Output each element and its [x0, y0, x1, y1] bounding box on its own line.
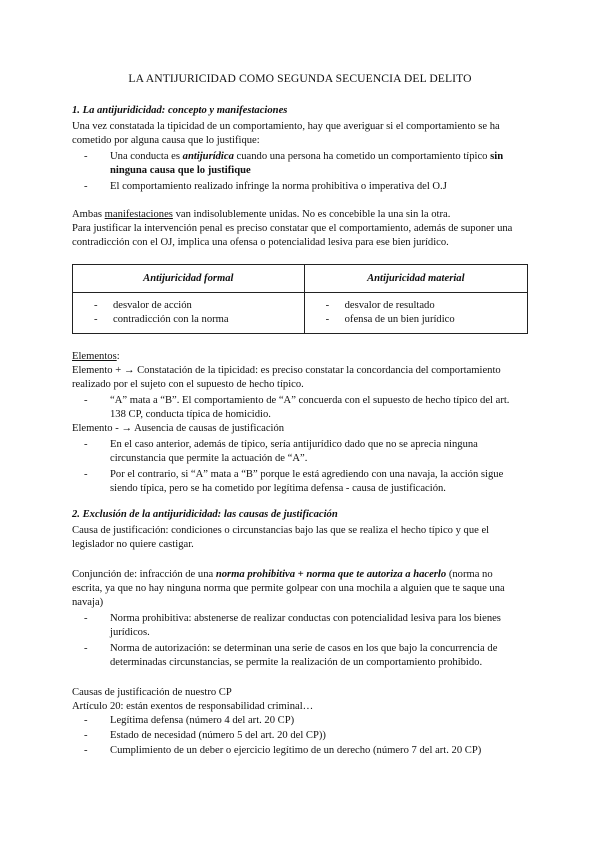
bold-term: antijurídica — [182, 151, 234, 162]
paragraph: escrita, ya que no hay ninguna norma que permite golpear con una mochila a alguien que te saque una — [72, 583, 505, 594]
bullet-dash: - — [84, 439, 88, 450]
section-2-heading: 2. Exclusión de la antijuridicidad: las causas de justificación — [72, 509, 338, 520]
text: Cumplimiento de un deber o ejercicio legítimo de un derecho (número 7 del art. 20 CP) — [110, 745, 482, 756]
bullet-dash: - — [84, 613, 88, 624]
bullet-dash: - — [84, 745, 88, 756]
text: Legítima defensa (número 4 del art. 20 CP) — [110, 715, 295, 726]
text: El comportamiento realizado infringe la norma prohibitiva o imperativa del O.J — [110, 181, 447, 192]
underlined-term: manifestaciones — [104, 209, 173, 220]
text: desvalor de resultado — [344, 300, 435, 311]
list-item — [305, 299, 527, 313]
underlined-term: Elementos — [72, 351, 117, 362]
table-header-formal: Antijuricidad formal — [73, 265, 305, 293]
bullet-dash: - — [84, 395, 88, 406]
paragraph: Causas de justificación de nuestro CP — [72, 687, 232, 698]
list-item — [84, 394, 510, 408]
table-header-row — [73, 265, 528, 293]
elementos-label — [72, 350, 120, 364]
bold-term: sin — [490, 151, 504, 162]
bullet-dash: - — [84, 151, 88, 162]
list-item — [84, 744, 482, 758]
text: cuando una persona ha cometido un comportamiento típico — [233, 151, 491, 162]
bullet-dash: - — [84, 730, 88, 741]
paragraph: Elemento - → Ausencia de causas de justificación — [72, 423, 285, 434]
text: contradicción con la norma — [113, 314, 229, 325]
list-item — [73, 313, 304, 327]
paragraph: legislador no quiere castigar. — [72, 539, 194, 550]
list-item-continuation: 138 CP, conducta típica de homicidio. — [110, 409, 271, 420]
bullet-dash: - — [325, 300, 330, 311]
text: desvalor de acción — [113, 300, 192, 311]
text: (norma no — [446, 569, 493, 580]
bullet-dash: - — [84, 715, 88, 726]
paragraph: Elemento + → Constatación de la tipicidad: es preciso constatar la concordancia del comportamiento — [72, 365, 501, 376]
text: En el caso anterior, además de típico, sería antijurídico dado que no se aprecia ninguna — [110, 439, 478, 450]
list-item — [84, 468, 504, 482]
list-item — [84, 150, 504, 164]
text: Estado de necesidad (número 5 del art. 20 del CP)) — [110, 730, 326, 741]
text: van indisolublemente unidas. No es concebible la una sin la otra. — [172, 209, 451, 220]
bullet-dash: - — [94, 314, 98, 325]
text: : — [116, 351, 120, 362]
list-item-continuation: circunstancia que permite la actuación de “A”. — [110, 453, 308, 464]
paragraph: contradicción con el OJ, implica una ofensa o potencialidad lesiva para ese bien jurídico. — [72, 237, 449, 248]
bullet-dash: - — [84, 643, 88, 654]
text: Conjunción de: infracción de una — [72, 569, 216, 580]
table-header-material: Antijuricidad material — [304, 265, 527, 293]
list-item — [84, 438, 478, 452]
comparison-table — [72, 264, 528, 334]
text: ofensa de un bien jurídico — [344, 314, 455, 325]
paragraph: navaja) — [72, 597, 104, 608]
list-item — [84, 180, 447, 194]
text: Por el contrario, si “A” mata a “B” porque le está agrediendo con una navaja, la acción sigue — [110, 469, 504, 480]
bold-term: ninguna causa que lo justifique — [110, 165, 251, 176]
paragraph: realizado por el sujeto con el supuesto de hecho típico. — [72, 379, 304, 390]
list-item-continuation: determinadas circunstancias, se permite la realización de un comportamiento prohibido. — [110, 657, 483, 668]
paragraph: cometido por alguna causa que lo justifique: — [72, 135, 260, 146]
paragraph: Artículo 20: están exentos de responsabilidad criminal… — [72, 701, 314, 712]
paragraph — [72, 568, 493, 582]
text: Norma prohibitiva: abstenerse de realizar conductas con potencialidad lesiva para los bienes — [110, 613, 501, 624]
list-item — [84, 642, 498, 656]
list-item — [84, 729, 326, 743]
table-cell-material — [304, 293, 527, 334]
text: Norma de autorización: se determinan una serie de casos en los que bajo la concurrencia de — [110, 643, 498, 654]
paragraph: Para justificar la intervención penal es preciso constatar que el comportamiento, además de suponer una — [72, 223, 513, 234]
bold-term: norma prohibitiva + norma que te autoriza a hacerlo — [215, 569, 447, 580]
paragraph: Una vez constatada la tipicidad de un comportamiento, hay que averiguar si el comportamiento se ha — [72, 121, 500, 132]
list-item-continuation — [110, 164, 251, 178]
list-item-continuation: siendo típica, pero se ha cometido por legítima defensa - causa de justificación. — [110, 483, 446, 494]
list-item-continuation: jurídicos. — [110, 627, 150, 638]
text: Una conducta es — [110, 151, 183, 162]
list-item — [84, 612, 501, 626]
page-title: LA ANTIJURICIDAD COMO SEGUNDA SECUENCIA DEL DELITO — [128, 72, 472, 85]
bullet-dash: - — [94, 300, 98, 311]
paragraph: Causa de justificación: condiciones o circunstancias bajo las que se realiza el hecho típico y que el — [72, 525, 490, 536]
list-item — [84, 714, 295, 728]
list-item — [305, 313, 527, 327]
bullet-dash: - — [84, 181, 88, 192]
text: “A” mata a “B”. El comportamiento de “A” concuerda con el supuesto de hecho típico del art. — [110, 395, 510, 406]
section-1-heading: 1. La antijuridicidad: concepto y manifestaciones — [72, 105, 288, 116]
bullet-dash: - — [325, 314, 330, 325]
text: Ambas — [72, 209, 105, 220]
paragraph — [72, 208, 450, 222]
bullet-dash: - — [84, 469, 88, 480]
table-cell-formal — [73, 293, 305, 334]
list-item — [73, 299, 304, 313]
table-row — [73, 293, 528, 334]
